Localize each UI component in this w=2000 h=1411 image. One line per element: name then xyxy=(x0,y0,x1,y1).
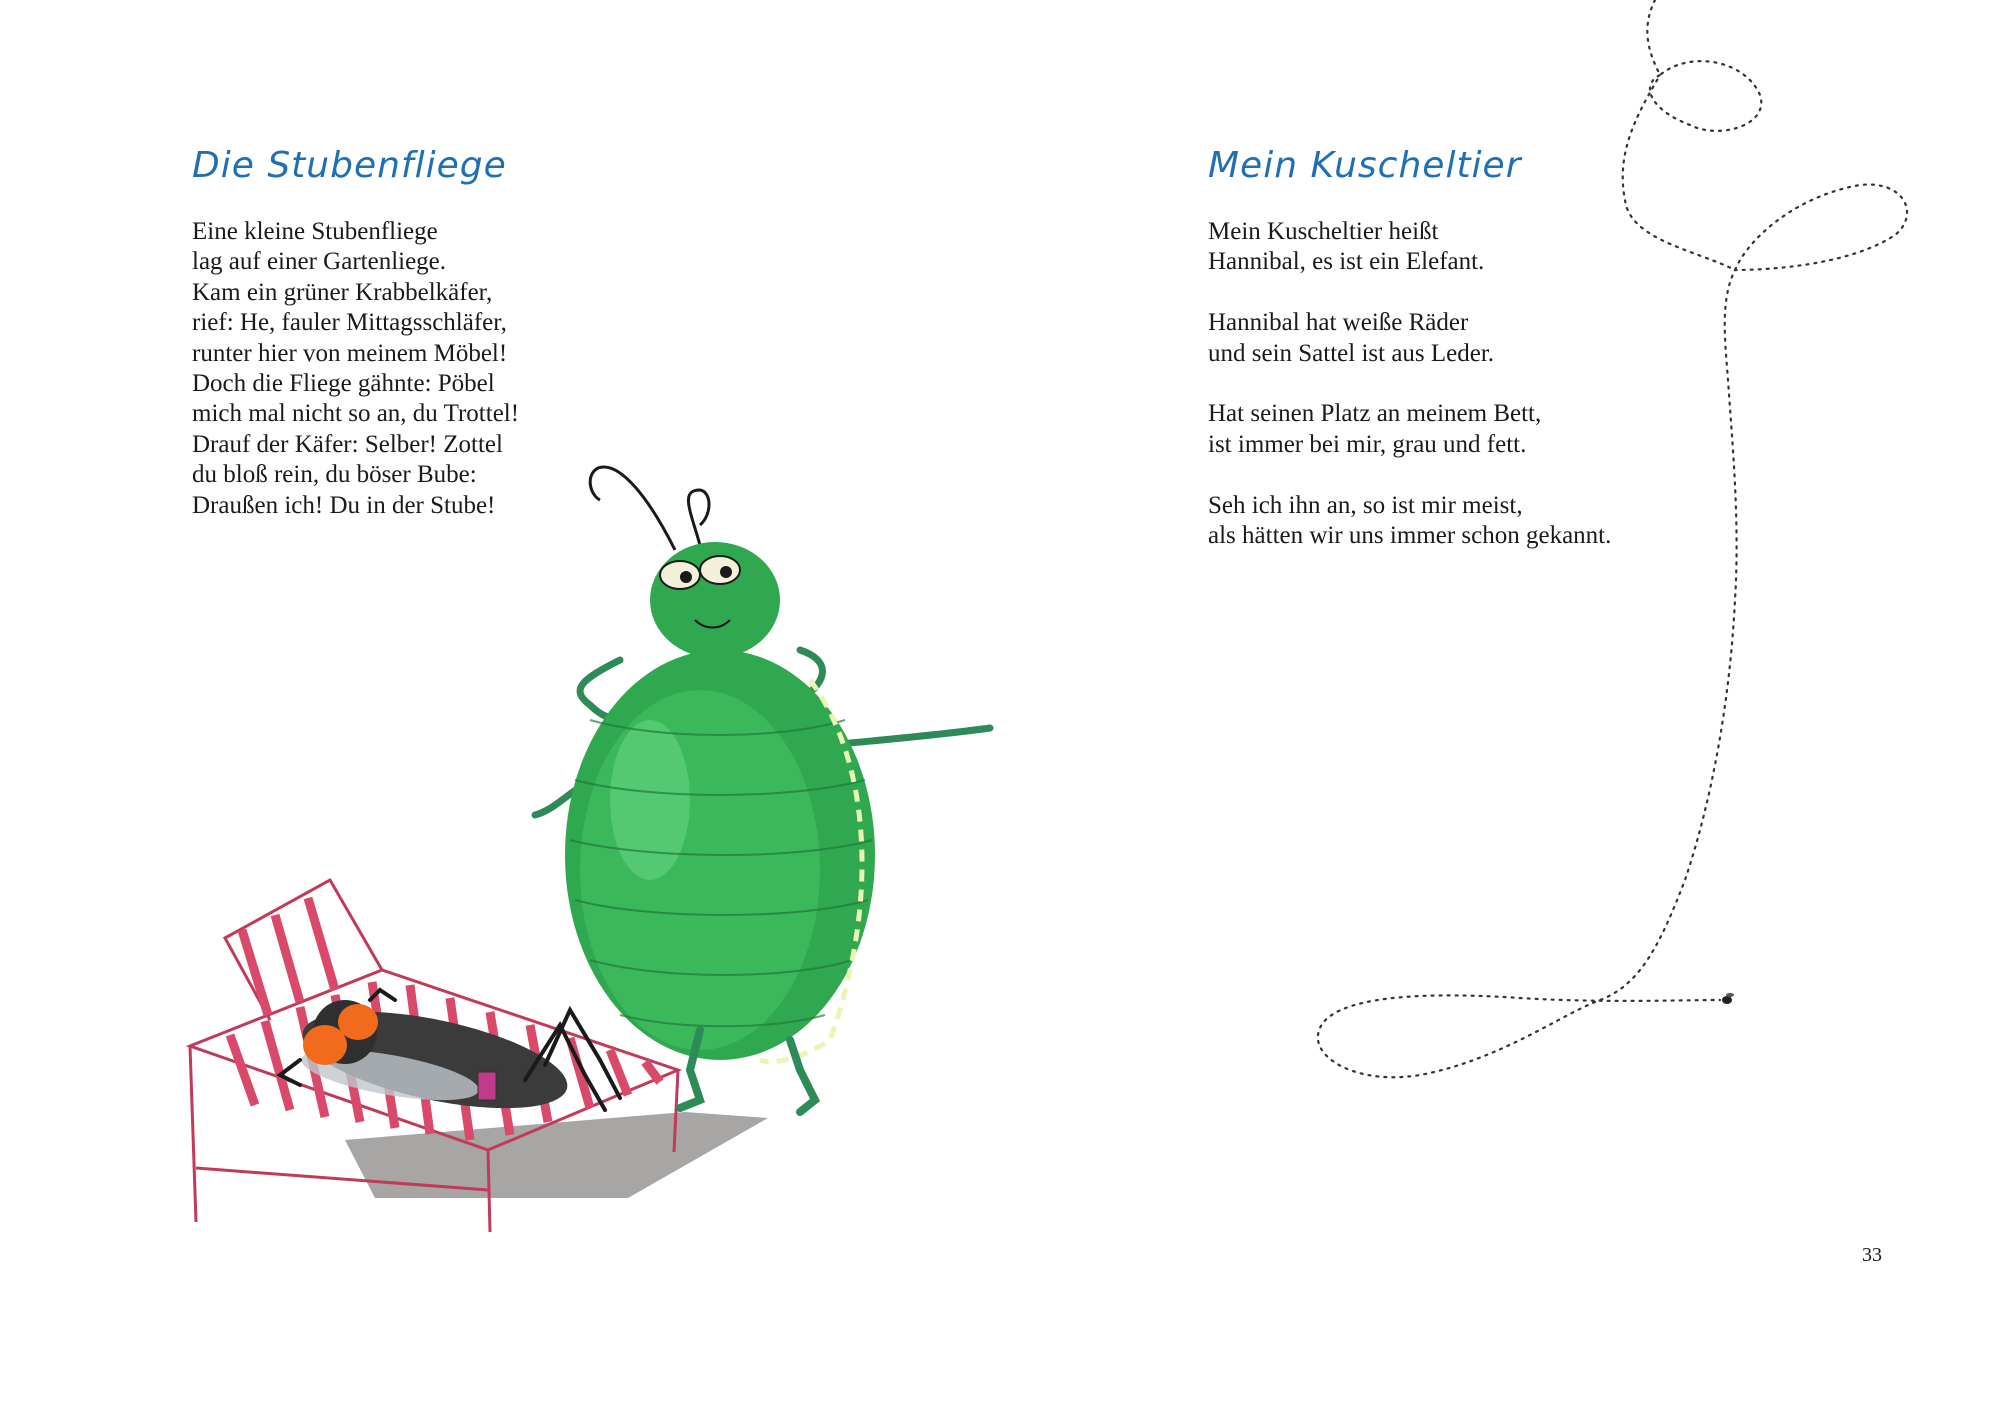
poem-line: Doch die Fliege gähnte: Pöbel xyxy=(192,370,495,398)
poem-line: Draußen ich! Du in der Stube! xyxy=(192,491,496,519)
poem-line: Eine kleine Stubenfliege xyxy=(192,218,438,245)
poem-line: als hätten wir uns immer schon gekannt. xyxy=(1208,522,1612,550)
page-number: 33 xyxy=(1862,1244,1882,1266)
poem-line: mich mal nicht so an, du Trottel! xyxy=(192,400,520,428)
poem-line: Hat seinen Platz an meinem Bett, xyxy=(1208,400,1542,428)
poem-line: lag auf einer Gartenliege. xyxy=(192,248,447,276)
poem-line: Hannibal hat weiße Räder xyxy=(1208,309,1469,337)
poem-line: du bloß rein, du böser Bube: xyxy=(192,461,477,489)
poem-line: Kam ein grüner Krabbelkäfer, xyxy=(192,278,493,306)
green-beetle-illustration xyxy=(535,467,990,1112)
poem-line: Seh ich ihn an, so ist mir meist, xyxy=(1208,491,1523,519)
poem-line: Drauf der Käfer: Selber! Zottel xyxy=(192,430,503,458)
left-poem-title: Die Stubenfliege xyxy=(192,145,507,186)
right-poem-title: Mein Kuscheltier xyxy=(1208,145,1522,186)
poem-line: und sein Sattel ist aus Leder. xyxy=(1208,339,1495,367)
flight-path-icon xyxy=(1318,0,1907,1077)
poem-line: runter hier von meinem Möbel! xyxy=(192,339,508,367)
poem-line: ist immer bei mir, grau und fett. xyxy=(1208,430,1527,458)
poem-line: Mein Kuscheltier heißt xyxy=(1208,218,1439,245)
poem-line: Hannibal, es ist ein Elefant. xyxy=(1208,248,1485,276)
poem-line: rief: He, fauler Mittagsschläfer, xyxy=(192,309,507,337)
